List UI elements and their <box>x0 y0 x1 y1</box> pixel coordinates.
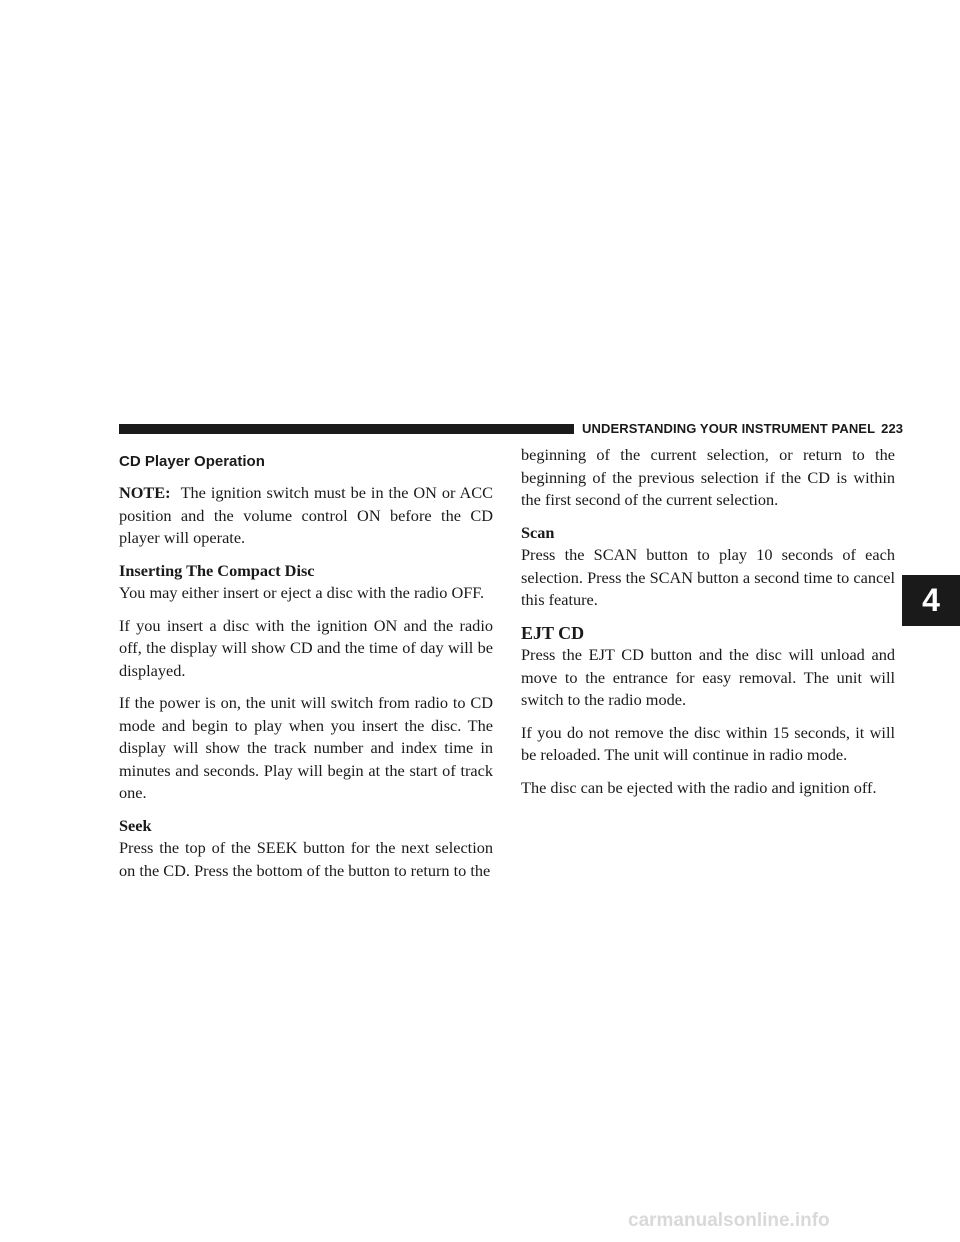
ejt-paragraph-3: The disc can be ejected with the radio and ignition off. <box>521 777 877 797</box>
section-title: CD Player Operation <box>119 453 265 470</box>
seek-heading: Seek <box>119 815 152 835</box>
header-rule <box>119 424 574 434</box>
ejt-paragraph-2: If you do not remove the disc within 15 seconds, it will be reloaded. The unit will continue in radio mode. <box>521 722 895 764</box>
scan-heading: Scan <box>521 522 555 542</box>
inserting-paragraph-1: You may either insert or eject a disc with the radio OFF. <box>119 583 485 602</box>
note-paragraph <box>119 482 493 550</box>
page-number: 223 <box>881 421 904 436</box>
inserting-paragraph-3: If the power is on, the unit will switch from radio to CD mode and begin to play when you insert the disc. The display will show the track number and index time in minutes and seconds. Play will begin at the start of track one. <box>119 693 493 802</box>
seek-paragraph: Press the top of the SEEK button for the next selection on the CD. Press the bottom of the button to return to the <box>119 838 493 880</box>
note-text: The ignition switch must be in the ON or ACC position and the volume control ON before the CD player will operate. <box>119 483 493 547</box>
note-label: NOTE: <box>119 483 171 502</box>
right-column <box>521 444 895 809</box>
running-header <box>582 421 903 436</box>
left-column <box>119 452 493 892</box>
seek-continued-paragraph: beginning of the current selection, or return to the beginning of the previous selection if the CD is within the first second of the current selection. <box>521 445 895 509</box>
ejt-heading: EJT CD <box>521 622 585 643</box>
running-title: UNDERSTANDING YOUR INSTRUMENT PANEL <box>582 421 876 436</box>
inserting-paragraph-2: If you insert a disc with the ignition ON and the radio off, the display will show CD and the time of day will be displayed. <box>119 615 493 680</box>
watermark-text: carmanualsonline.info <box>628 1210 830 1231</box>
ejt-paragraph-1: Press the EJT CD button and the disc will unload and move to the entrance for easy removal. The unit will switch to the radio mode. <box>521 645 895 709</box>
scan-paragraph: Press the SCAN button to play 10 seconds of each selection. Press the SCAN button a second time to cancel this feature. <box>521 545 895 609</box>
chapter-tab: 4 <box>902 575 960 626</box>
inserting-heading: Inserting The Compact Disc <box>119 560 315 580</box>
